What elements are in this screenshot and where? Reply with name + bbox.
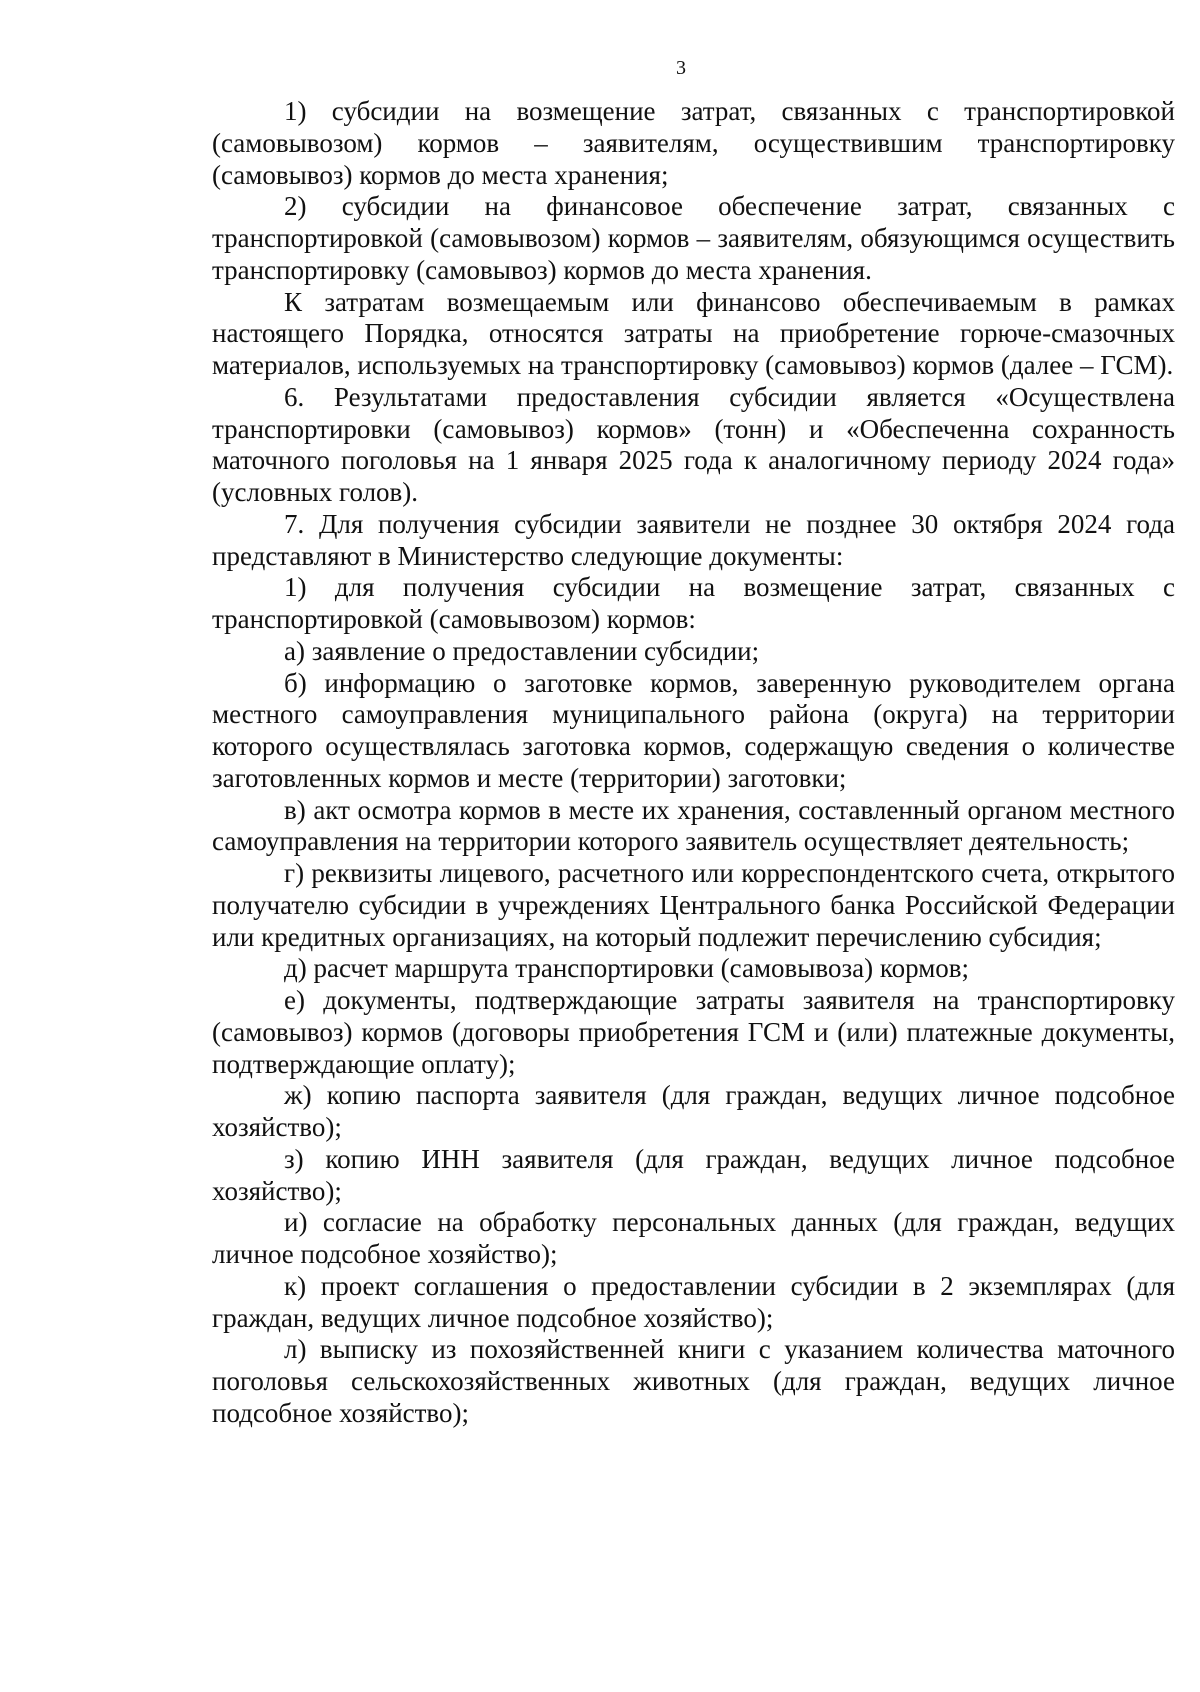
list-item-k: к) проект соглашения о предоставлении субсидии в 2 экземплярах (для граждан, ведущих личное подсобное хозяйство);	[212, 1270, 1175, 1333]
list-item-l: л) выписку из похозяйственней книги с указанием количества маточного поголовья сельскохозяйственных животных (для граждан, ведущих личное подсобное хозяйство);	[212, 1334, 1175, 1428]
list-item-i: и) согласие на обработку персональных данных (для граждан, ведущих личное подсобное хозяйство);	[212, 1207, 1175, 1269]
paragraph-item-7-documents: 7. Для получения субсидии заявители не позднее 30 октября 2024 года представляют в Министерство следующие документы:	[212, 508, 1175, 571]
list-item-e: е) документы, подтверждающие затраты заявителя на транспортировку (самовывоз) кормов (договоры приобретения ГСМ и (или) платежные документы, подтверждающие оплату);	[212, 985, 1175, 1079]
list-item-z: з) копию ИНН заявителя (для граждан, ведущих личное подсобное хозяйство);	[212, 1143, 1175, 1206]
paragraph-subsidy-financing: 2) субсидии на финансовое обеспечение затрат, связанных с транспортировкой (самовывозом) кормов – заявителям, обязующимся осуществить транспортировку (самовывоз) кормов до места хранения.	[212, 191, 1175, 285]
paragraph-subitem-1: 1) для получения субсидии на возмещение затрат, связанных с транспортировкой (самовывозом) кормов:	[212, 572, 1175, 634]
paragraph-eligible-costs: К затратам возмещаемым или финансово обеспечиваемым в рамках настоящего Порядка, относятся затраты на приобретение горюче-смазочных материалов, используемых на транспортировку (самовывоз) кормов (далее – ГСМ).	[212, 286, 1175, 380]
list-item-a: а) заявление о предоставлении субсидии;	[284, 635, 760, 666]
list-item-g: г) реквизиты лицевого, расчетного или корреспондентского счета, открытого получателю субсидии в учреждениях Центрального банка Российской Федерации или кредитных организациях, на который подлежит перечислению субсидия;	[212, 858, 1175, 952]
list-item-b: б) информацию о заготовке кормов, заверенную руководителем органа местного самоуправления муниципального района (округа) на территории которого осуществлялась заготовка кормов, содержащую сведения о количестве заготовленных кормов и месте (территории) заготовки;	[212, 667, 1175, 793]
list-item-v: в) акт осмотра кормов в месте их хранения, составленный органом местного самоуправления на территории которого заявитель осуществляет деятельность;	[212, 794, 1175, 857]
paragraph-subsidy-reimbursement: 1) субсидии на возмещение затрат, связанных с транспортировкой (самовывозом) кормов – заявителям, осуществившим транспортировку (самовывоз) кормов до места хранения;	[212, 96, 1175, 190]
list-item-d: д) расчет маршрута транспортировки (самовывоза) кормов;	[284, 953, 970, 984]
paragraph-item-6-results: 6. Результатами предоставления субсидии является «Осуществлена транспортировки (самовывоз) кормов» (тонн) и «Обеспеченна сохранность маточного поголовья на 1 января 2025 года к аналогичному периоду 2024 года» (условных голов).	[212, 381, 1175, 507]
document-body	[212, 96, 1175, 1430]
page-number: 3	[676, 57, 686, 79]
list-item-zh: ж) копию паспорта заявителя (для граждан, ведущих личное подсобное хозяйство);	[212, 1080, 1175, 1142]
